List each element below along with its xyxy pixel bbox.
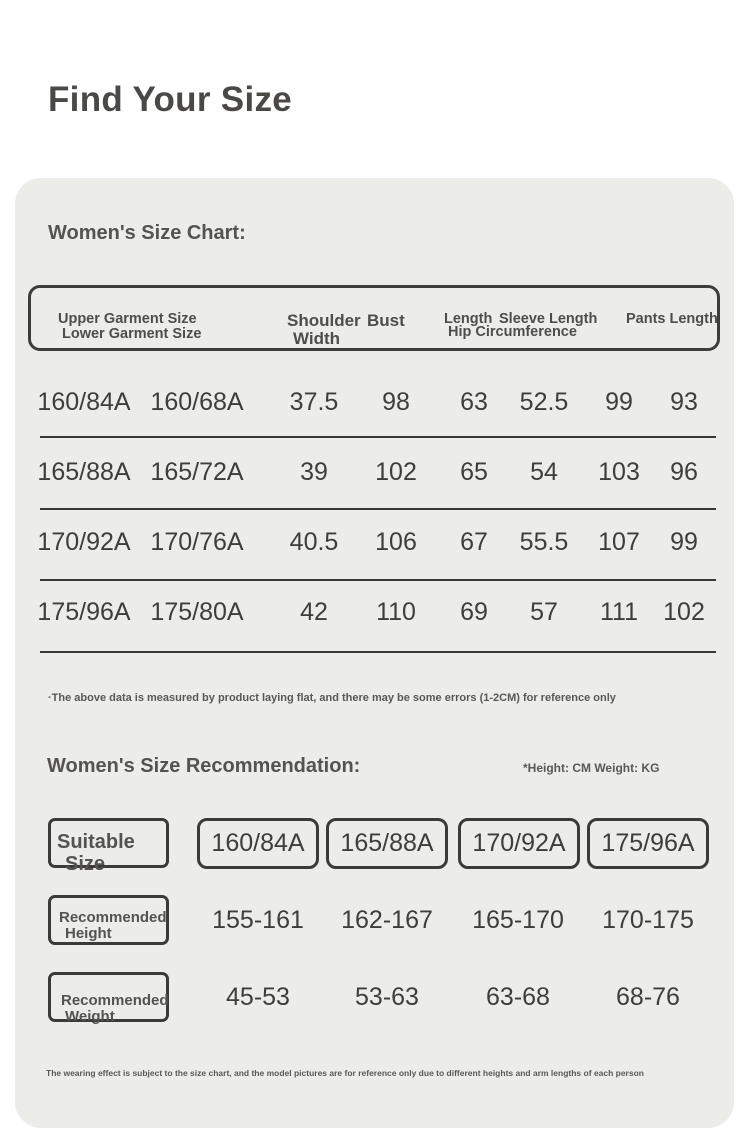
header-upper-garment: Upper Garment Size xyxy=(58,311,197,327)
recommended-height-value: 162-167 xyxy=(341,906,433,934)
header-pants-length: Pants Length xyxy=(626,311,718,327)
size-option-box: 165/88A xyxy=(326,818,448,869)
size-chart-cell: 42 xyxy=(300,598,328,626)
recommended-weight-value: 68-76 xyxy=(616,983,680,1011)
measurement-note: ·The above data is measured by product laying flat, and there may be some errors (1-2CM) for reference only xyxy=(48,692,616,704)
recommendation-title: Women's Size Recommendation: xyxy=(47,755,361,777)
size-chart-cell: 39 xyxy=(300,458,328,486)
page-title: Find Your Size xyxy=(48,80,293,119)
size-chart-cell: 175/96A xyxy=(37,598,131,626)
recommended-height-label xyxy=(48,895,169,945)
size-chart-cell: 69 xyxy=(460,598,488,626)
recommended-height-value: 170-175 xyxy=(602,906,694,934)
recommended-weight-value: 45-53 xyxy=(226,983,290,1011)
size-chart-cell: 111 xyxy=(599,598,639,626)
header-bust: Bust xyxy=(367,311,405,330)
row-divider xyxy=(40,508,716,510)
header-lower-garment: Lower Garment Size xyxy=(62,326,202,342)
size-chart-cell: 165/88A xyxy=(37,458,131,486)
recommended-height-value: 165-170 xyxy=(472,906,564,934)
size-chart-cell: 170/92A xyxy=(37,528,131,556)
size-chart-cell: 57 xyxy=(530,598,558,626)
recommended-height-value: 155-161 xyxy=(212,906,304,934)
suitable-size-label xyxy=(48,818,169,875)
size-chart-cell: 160/84A xyxy=(37,388,131,416)
row-divider xyxy=(40,579,716,581)
size-chart-cell: 102 xyxy=(375,458,417,486)
size-chart-cell: 102 xyxy=(663,598,705,626)
size-chart-cell: 107 xyxy=(598,528,640,556)
size-chart-cell: 98 xyxy=(382,388,410,416)
size-option-box: 160/84A xyxy=(197,818,319,869)
suitable-label-line2: Size xyxy=(65,853,106,875)
height-label-line2: Height xyxy=(65,925,112,942)
size-chart-cell: 175/80A xyxy=(150,598,244,626)
header-length: Length xyxy=(444,311,493,327)
size-chart-cell: 165/72A xyxy=(150,458,244,486)
recommended-weight-value: 63-68 xyxy=(486,983,550,1011)
size-chart-cell: 52.5 xyxy=(519,388,569,416)
header-sleeve-length: Sleeve Length xyxy=(499,311,598,327)
weight-label-line2: Weight xyxy=(65,1008,115,1025)
size-chart-cell: 99 xyxy=(670,528,698,556)
size-chart-cell: 40.5 xyxy=(289,528,339,556)
height-label-line1: Recommended xyxy=(59,909,167,926)
size-chart-cell: 170/76A xyxy=(150,528,244,556)
row-divider xyxy=(40,651,716,653)
recommended-weight-value: 53-63 xyxy=(355,983,419,1011)
size-chart-cell: 103 xyxy=(598,458,640,486)
wearing-effect-note: The wearing effect is subject to the size chart, and the model pictures are for reference only due to different heights and arm lengths of each person xyxy=(46,1068,644,1078)
size-chart-cell: 110 xyxy=(376,598,416,626)
header-hip: Hip Circumference xyxy=(448,324,577,340)
size-chart-cell: 106 xyxy=(375,528,417,556)
size-chart-cell: 96 xyxy=(670,458,698,486)
size-chart-cell: 160/68A xyxy=(150,388,244,416)
size-chart-cell: 93 xyxy=(670,388,698,416)
header-shoulder: Shoulder xyxy=(287,311,361,330)
size-option-box: 175/96A xyxy=(587,818,709,869)
header-width: Width xyxy=(293,329,341,348)
row-divider xyxy=(40,436,716,438)
suitable-label-line1: Suitable xyxy=(57,831,135,853)
size-chart-cell: 99 xyxy=(605,388,633,416)
units-note: *Height: CM Weight: KG xyxy=(523,761,660,775)
weight-label-line1: Recommended xyxy=(61,992,169,1009)
size-chart-cell: 54 xyxy=(530,458,558,486)
size-chart-cell: 65 xyxy=(460,458,488,486)
size-option-box: 170/92A xyxy=(458,818,580,869)
size-chart-cell: 55.5 xyxy=(519,528,569,556)
size-chart-cell: 63 xyxy=(460,388,488,416)
size-chart-cell: 37.5 xyxy=(289,388,339,416)
size-chart-cell: 67 xyxy=(460,528,488,556)
size-chart-title: Women's Size Chart: xyxy=(48,222,246,244)
recommended-weight-label xyxy=(48,972,169,1025)
